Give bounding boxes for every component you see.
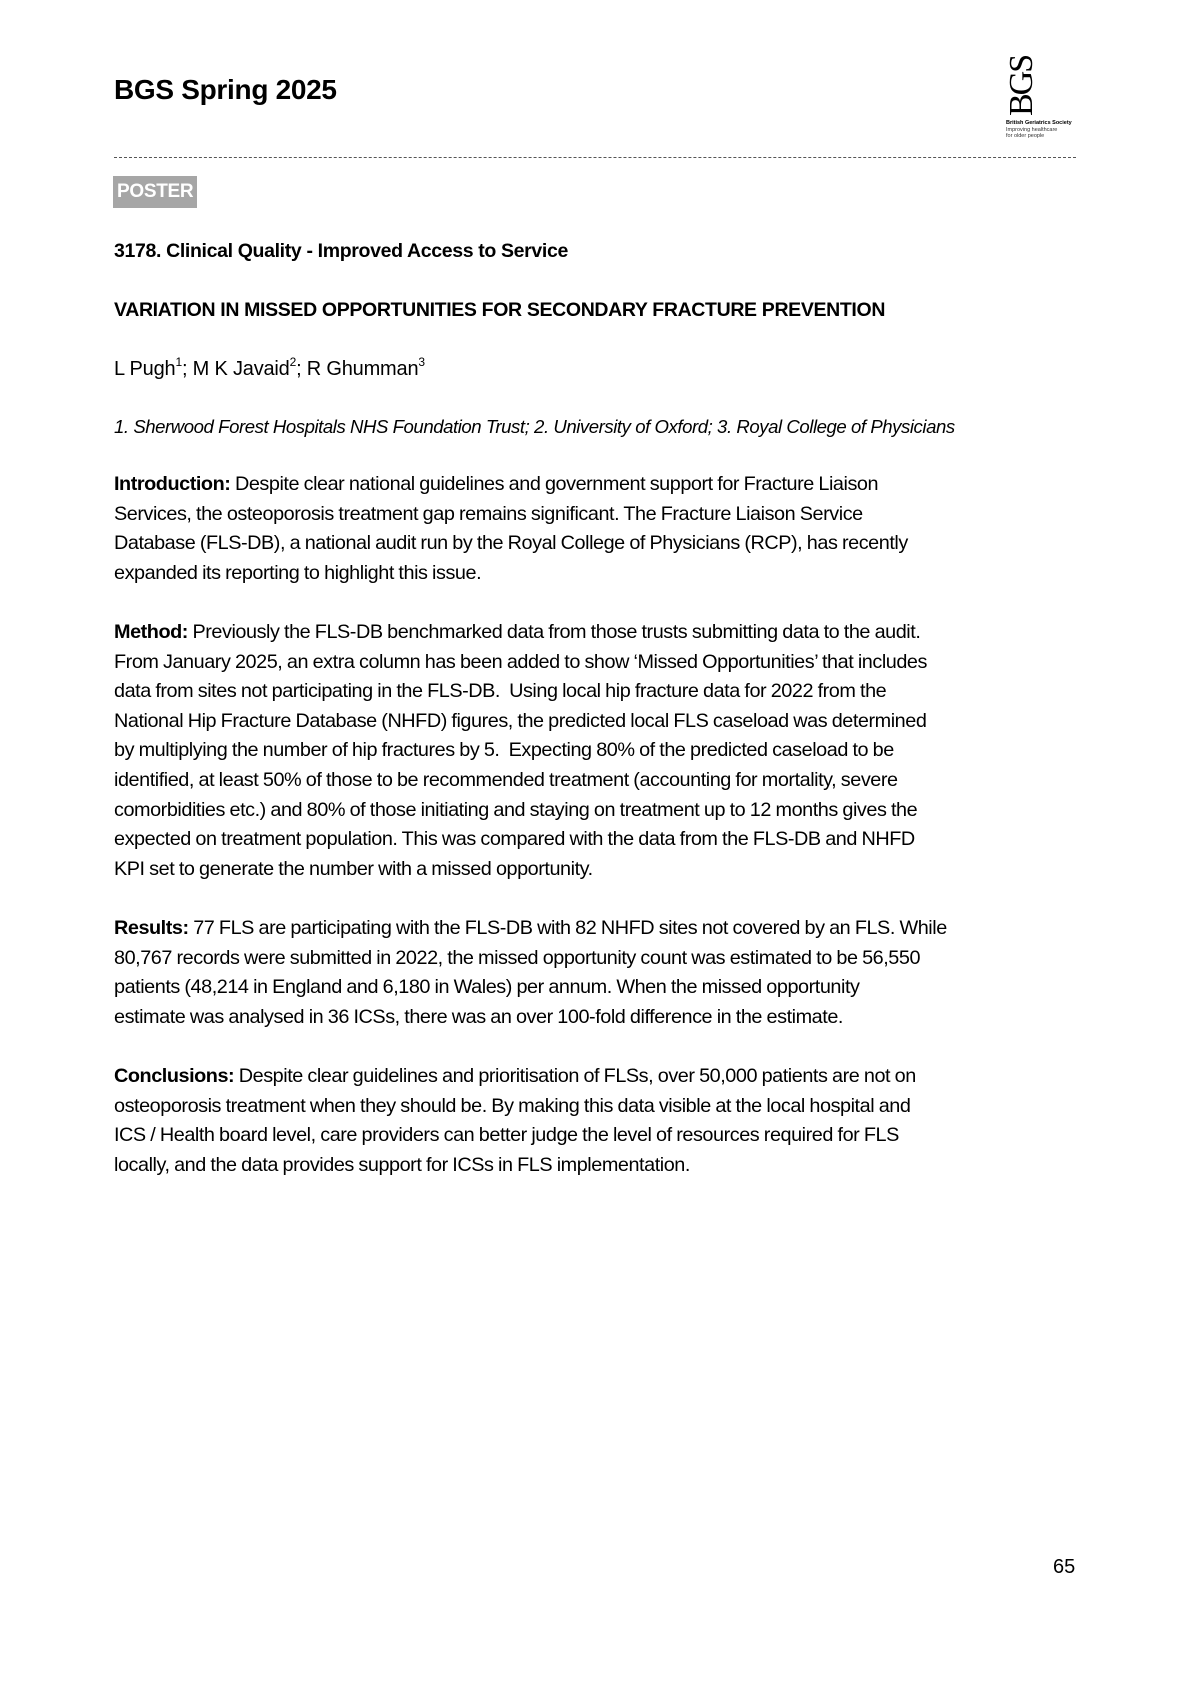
author-list: L Pugh$^1$; M K Javaid$^2$; R Ghumman$^3$ bbox=[114, 355, 425, 380]
paragraph-line: expanded its reporting to highlight this issue. bbox=[114, 561, 482, 584]
author-affiliation-mark: 2 bbox=[289, 355, 297, 369]
paragraph-line: by multiplying the number of hip fractures by 5. Expecting 80% of the predicted caseload to be bbox=[114, 739, 894, 762]
paragraph-line: Database (FLS-DB), a national audit run by the Royal College of Physicians (RCP), has recently bbox=[114, 532, 908, 555]
page-number: 65 bbox=[1053, 1556, 1076, 1578]
paragraph-line bbox=[114, 914, 1094, 944]
logo-text bbox=[1006, 120, 1072, 140]
paragraph-line bbox=[114, 470, 1094, 500]
line-text: 77 FLS are participating with the FLS-DB with 82 NHFD sites not covered by an FLS. While bbox=[188, 917, 947, 939]
bgs-logo bbox=[1004, 52, 1076, 144]
results-section bbox=[114, 914, 1094, 1032]
paragraph-line: Services, the osteoporosis treatment gap remains significant. The Fracture Liaison Service bbox=[114, 502, 863, 525]
author-name: L Pugh bbox=[114, 358, 176, 380]
paragraph-line: expected on treatment population. This was compared with the data from the FLS-DB and NHFD bbox=[114, 828, 915, 851]
abstract-category: 3178. Clinical Quality - Improved Access to Service bbox=[114, 240, 568, 262]
section-label: Method: bbox=[114, 621, 188, 643]
author-name: R Ghumman bbox=[306, 358, 419, 380]
poster-badge: POSTER bbox=[113, 176, 197, 208]
line-text: Previously the FLS-DB benchmarked data from those trusts submitting data to the audit. bbox=[187, 621, 921, 643]
paragraph-line: estimate was analysed in 36 ICSs, there was an over 100-fold difference in the estimate. bbox=[114, 1005, 843, 1028]
logo-monogram: BGS bbox=[1003, 55, 1040, 116]
paragraph-line: KPI set to generate the number with a missed opportunity. bbox=[114, 857, 593, 880]
method-section bbox=[114, 618, 1094, 884]
paragraph-line: identified, at least 50% of those to be recommended treatment (accounting for mortality, severe bbox=[114, 768, 898, 791]
logo-tagline-2: for older people bbox=[1006, 133, 1045, 139]
introduction-section bbox=[114, 470, 1094, 588]
paragraph-line bbox=[114, 1062, 1094, 1092]
paragraph-line: National Hip Fracture Database (NHFD) figures, the predicted local FLS caseload was determined bbox=[114, 709, 927, 732]
author-affiliation-mark: 1 bbox=[175, 355, 182, 369]
paragraph-line: data from sites not participating in the FLS-DB. Using local hip fracture data for 2022 from the bbox=[114, 680, 887, 703]
paragraph-line: 80,767 records were submitted in 2022, the missed opportunity count was estimated to be 56,550 bbox=[114, 946, 921, 969]
paragraph-line: osteoporosis treatment when they should be. By making this data visible at the local hospital and bbox=[114, 1094, 911, 1117]
section-label: Conclusions: bbox=[114, 1065, 235, 1087]
section-label: Results: bbox=[114, 917, 189, 939]
line-text: Despite clear national guidelines and government support for Fracture Liaison bbox=[230, 473, 879, 495]
author-affiliation-mark: 3 bbox=[418, 355, 425, 369]
logo-tagline-1: Improving healthcare bbox=[1006, 126, 1058, 133]
author-name: M K Javaid bbox=[192, 358, 290, 380]
paragraph-line bbox=[114, 618, 1094, 648]
conference-title: BGS Spring 2025 bbox=[114, 74, 337, 105]
paragraph-line: comorbidities etc.) and 80% of those initiating and staying on treatment up to 12 months gives the bbox=[114, 798, 918, 821]
line-text: Despite clear guidelines and prioritisation of FLSs, over 50,000 patients are not on bbox=[234, 1065, 916, 1087]
header-divider bbox=[114, 157, 1076, 158]
paragraph-line: From January 2025, an extra column has been added to show ‘Missed Opportunities’ that includes bbox=[114, 650, 927, 673]
paragraph-line: locally, and the data provides support for ICSs in FLS implementation. bbox=[114, 1153, 690, 1176]
abstract-title: VARIATION IN MISSED OPPORTUNITIES FOR SECONDARY FRACTURE PREVENTION bbox=[114, 299, 886, 321]
paragraph-line: ICS / Health board level, care providers can better judge the level of resources required for FLS bbox=[114, 1124, 899, 1147]
paragraph-line: patients (48,214 in England and 6,180 in Wales) per annum. When the missed opportunity bbox=[114, 976, 860, 999]
conclusions-section bbox=[114, 1062, 1094, 1180]
affiliations: 1. Sherwood Forest Hospitals NHS Foundation Trust; 2. University of Oxford; 3. Royal College of Physicians bbox=[114, 416, 955, 437]
logo-society-name: British Geriatrics Society bbox=[1006, 120, 1072, 126]
section-label: Introduction: bbox=[114, 473, 231, 495]
